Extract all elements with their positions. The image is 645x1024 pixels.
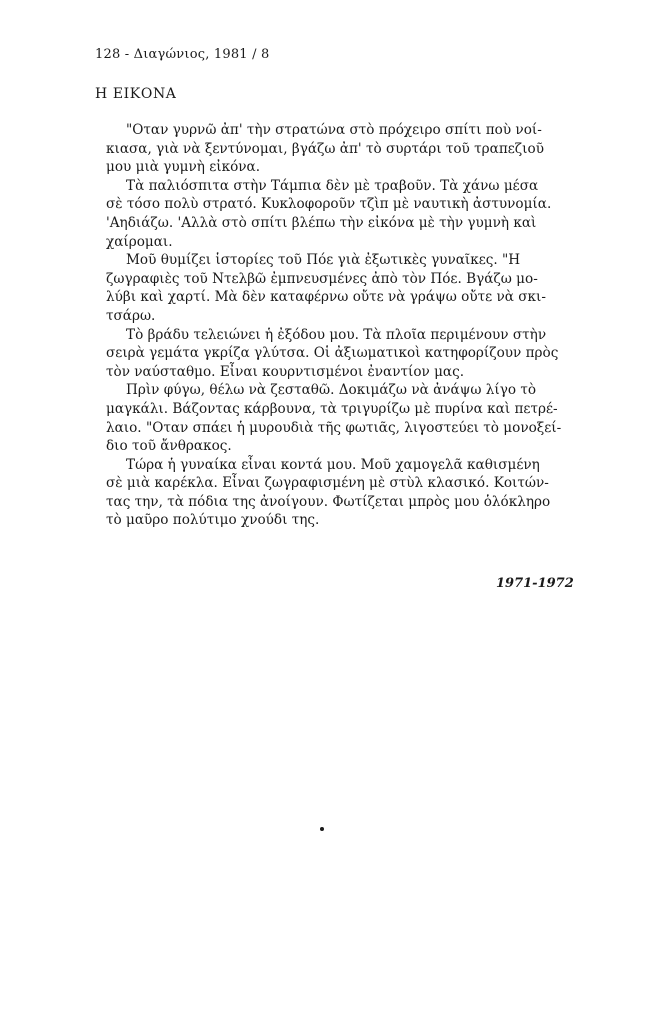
text-line: Μοῦ θυμίζει ἱστορίες τοῦ Πόε γιὰ ἐξωτικὲς γυναῖκες. "Η (126, 252, 521, 269)
text-line: τσάρω. (106, 307, 156, 324)
text-line: τὸ μαῦρο πολύτιμο χνούδι της. (106, 512, 320, 529)
text-line: ζωγραφιὲς τοῦ Ντελβῶ ἐμπνευσμένες ἀπὸ τὸν Πόε. Βγάζω μο- (106, 270, 538, 287)
story-title: Η ΕΙΚΟΝΑ (95, 86, 177, 102)
dateline: 1971-1972 (496, 576, 574, 591)
text-line: "Οταν γυρνῶ ἀπ' τὴν στρατώνα στὸ πρόχειρο σπίτι ποὺ νοί- (126, 122, 542, 138)
text-line: Τώρα ἡ γυναίκα εἶναι κοντά μου. Μοῦ χαμογελᾶ καθισμένη (126, 456, 540, 473)
text-line: σὲ τόσο πολὺ στρατό. Κυκλοφοροῦν τζὶπ μὲ ναυτικὴ ἀστυνομία. (106, 196, 552, 213)
running-head: 128 - Διαγώνιος, 1981 / 8 (95, 47, 270, 62)
text-line: μου μιὰ γυμνὴ εἰκόνα. (106, 159, 261, 176)
text-line: κιασα, γιὰ νὰ ξεντύνομαι, βγάζω ἀπ' τὸ συρτάρι τοῦ τραπεζιοῦ (106, 140, 544, 157)
text-line: τας την, τὰ πόδια της ἀνοίγουν. Φωτίζεται μπρὸς μου ὁλόκληρο (106, 493, 551, 510)
text-line: διο τοῦ ἄνθρακος. (106, 438, 232, 455)
ink-speck (320, 827, 324, 831)
text-line: χαίρομαι. (106, 233, 173, 250)
text-line: λαιο. "Οταν σπάει ἡ μυρουδιὰ τῆς φωτιᾶς, λιγοστεύει τὸ μονοξεί- (106, 419, 562, 436)
text-line: λύβι καὶ χαρτί. Μὰ δὲν καταφέρνω οὔτε νὰ γράψω οὔτε νὰ σκι- (106, 289, 546, 306)
text-line: τὸν ναύσταθμο. Εἶναι κουρντισμένοι ἐναντίον μας. (106, 363, 465, 380)
text-line: σειρὰ γεμάτα γκρίζα γλύτσα. Οἱ ἀξιωματικοὶ κατηφορίζουν πρὸς (106, 345, 559, 362)
text-line: μαγκάλι. Βάζοντας κάρβουνα, τὰ τριγυρίζω μὲ πυρίνα καὶ πετρέ- (106, 400, 558, 417)
text-line: 'Αηδιάζω. 'Αλλὰ στὸ σπίτι βλέπω τὴν εἰκόνα μὲ τὴν γυμνὴ καὶ (106, 214, 537, 231)
text-line: σὲ μιὰ καρέκλα. Εἶναι ζωγραφισμένη μὲ στὺλ κλασικό. Κοιτών- (106, 475, 549, 492)
text-line: Τὸ βράδυ τελειώνει ἡ ἐξόδου μου. Τὰ πλοῖα περιμένουν στὴν (126, 326, 547, 343)
text-line: Τὰ παλιόσπιτα στὴν Τάμπια δὲν μὲ τραβοῦν. Τὰ χάνω μέσα (126, 177, 539, 194)
story-body (106, 121, 616, 530)
text-line: Πρὶν φύγω, θέλω νὰ ζεσταθῶ. Δοκιμάζω νὰ ἀνάψω λίγο τὸ (126, 382, 537, 399)
